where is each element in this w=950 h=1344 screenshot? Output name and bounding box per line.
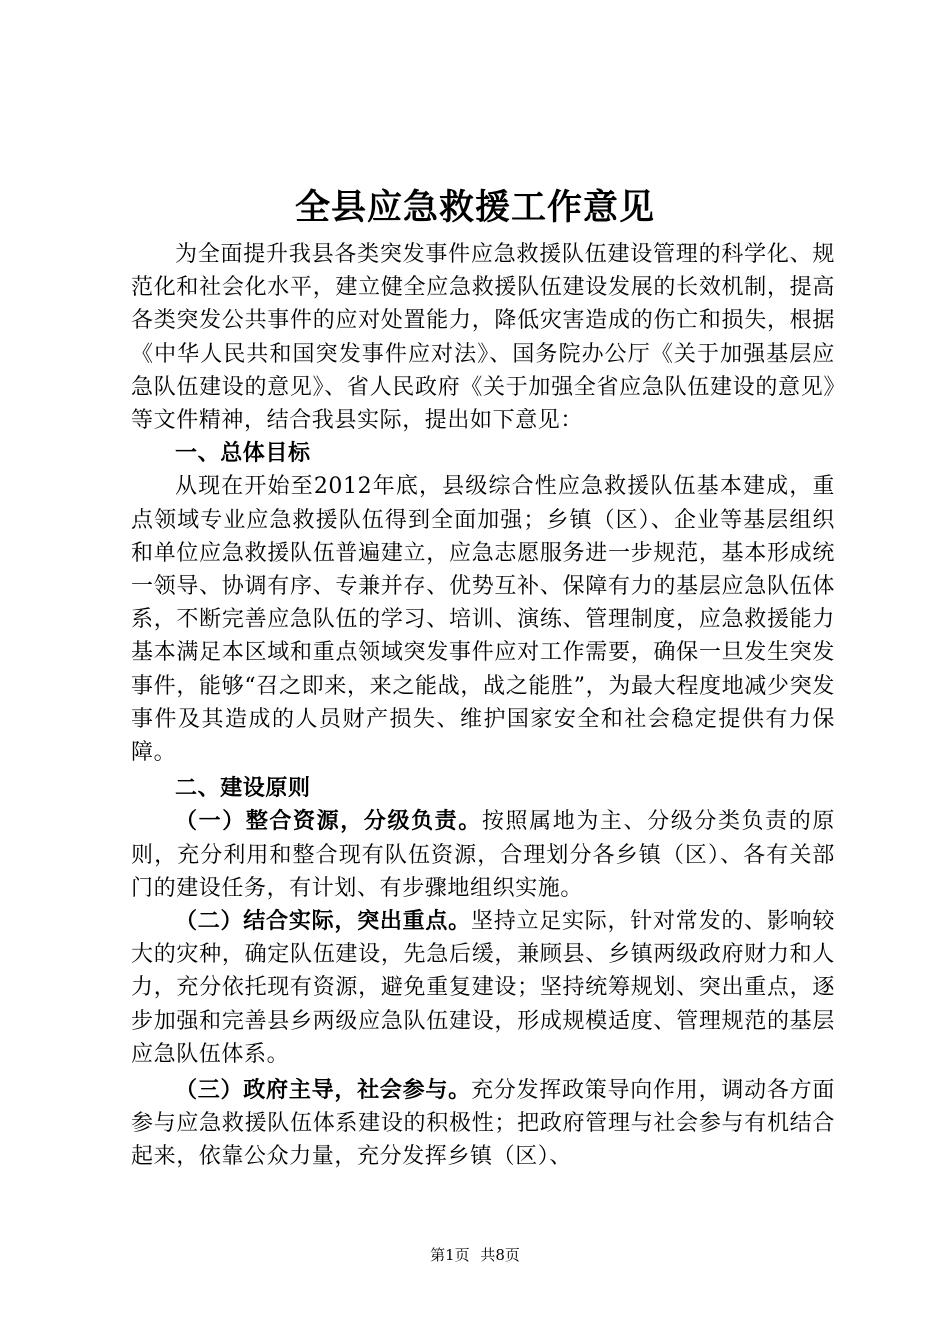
principle-text-2: 坚持立足实际，针对常发的、影响较大的灾种，确定队伍建设，先急后缓，兼顾县、乡镇两级政府财力和人力，充分依托现有资源，避免重复建设；坚持统筹规划、突出重点，逐步加强和完善县乡两级应急队伍建设，形成规模适度、管理规范的基层应急队伍体系。 [131,909,835,1067]
principle-lead-1: （一）整合资源，分级负责。 [175,808,482,835]
document-body [131,238,835,1174]
page-number: 第1页 [430,1246,470,1264]
principle-text-3: 充分发挥政策导向作用，调动各方面参与应急救援队伍体系建设的积极性；把政府管理与社会参与有机结合起来，依靠公众力量，充分发挥乡镇（区）、 [131,1078,835,1170]
principle-text-1: 按照属地为主、分级分类负责的原则，充分利用和整合现有队伍资源，合理划分各乡镇（区）、各有关部门的建设任务，有计划、有步骤地组织实施。 [131,809,835,901]
principle-lead-3: （三）政府主导，社会参与。 [175,1077,471,1104]
principle-item-1 [131,805,835,905]
principle-lead-2: （二）结合实际，突出重点。 [175,908,471,935]
principle-item-3 [131,1074,835,1174]
document-title: 全县应急救援工作意见 [294,187,655,228]
goals-paragraph: 从现在开始至2012年底，县级综合性应急救援队伍基本建成，重点领域专业应急救援队伍得到全面加强；乡镇（区）、企业等基层组织和单位应急救援队伍普遍建立，应急志愿服务进一步规范，基本形成统一领导、协调有序、专兼并存、优势互补、保障有力的基层应急队伍体系，不断完善应急队伍的学习、培训、演练、管理制度，应急救援能力基本满足本区域和重点领域突发事件应对工作需要，确保一旦发生突发事件，能够“召之即来，来之能战，战之能胜”，为最大程度地减少突发事件及其造成的人员财产损失、维护国家安全和社会稳定提供有力保障。 [131,474,835,766]
page-footer [0,1245,950,1265]
principle-item-2 [131,905,835,1071]
section-heading-goals: 一、总体目标 [175,440,311,467]
page-total: 共8页 [480,1246,520,1264]
intro-paragraph: 为全面提升我县各类突发事件应急救援队伍建设管理的科学化、规范化和社会化水平，建立健全应急救援队伍建设发展的长效机制，提高各类突发公共事件的应对处置能力，降低灾害造成的伤亡和损失，根据《中华人民共和国突发事件应对法》、国务院办公厅《关于加强基层应急队伍建设的意见》、省人民政府《关于加强全省应急队伍建设的意见》等文件精神，结合我县实际，提出如下意见： [131,242,835,434]
section-heading-principles: 二、建设原则 [175,775,311,802]
